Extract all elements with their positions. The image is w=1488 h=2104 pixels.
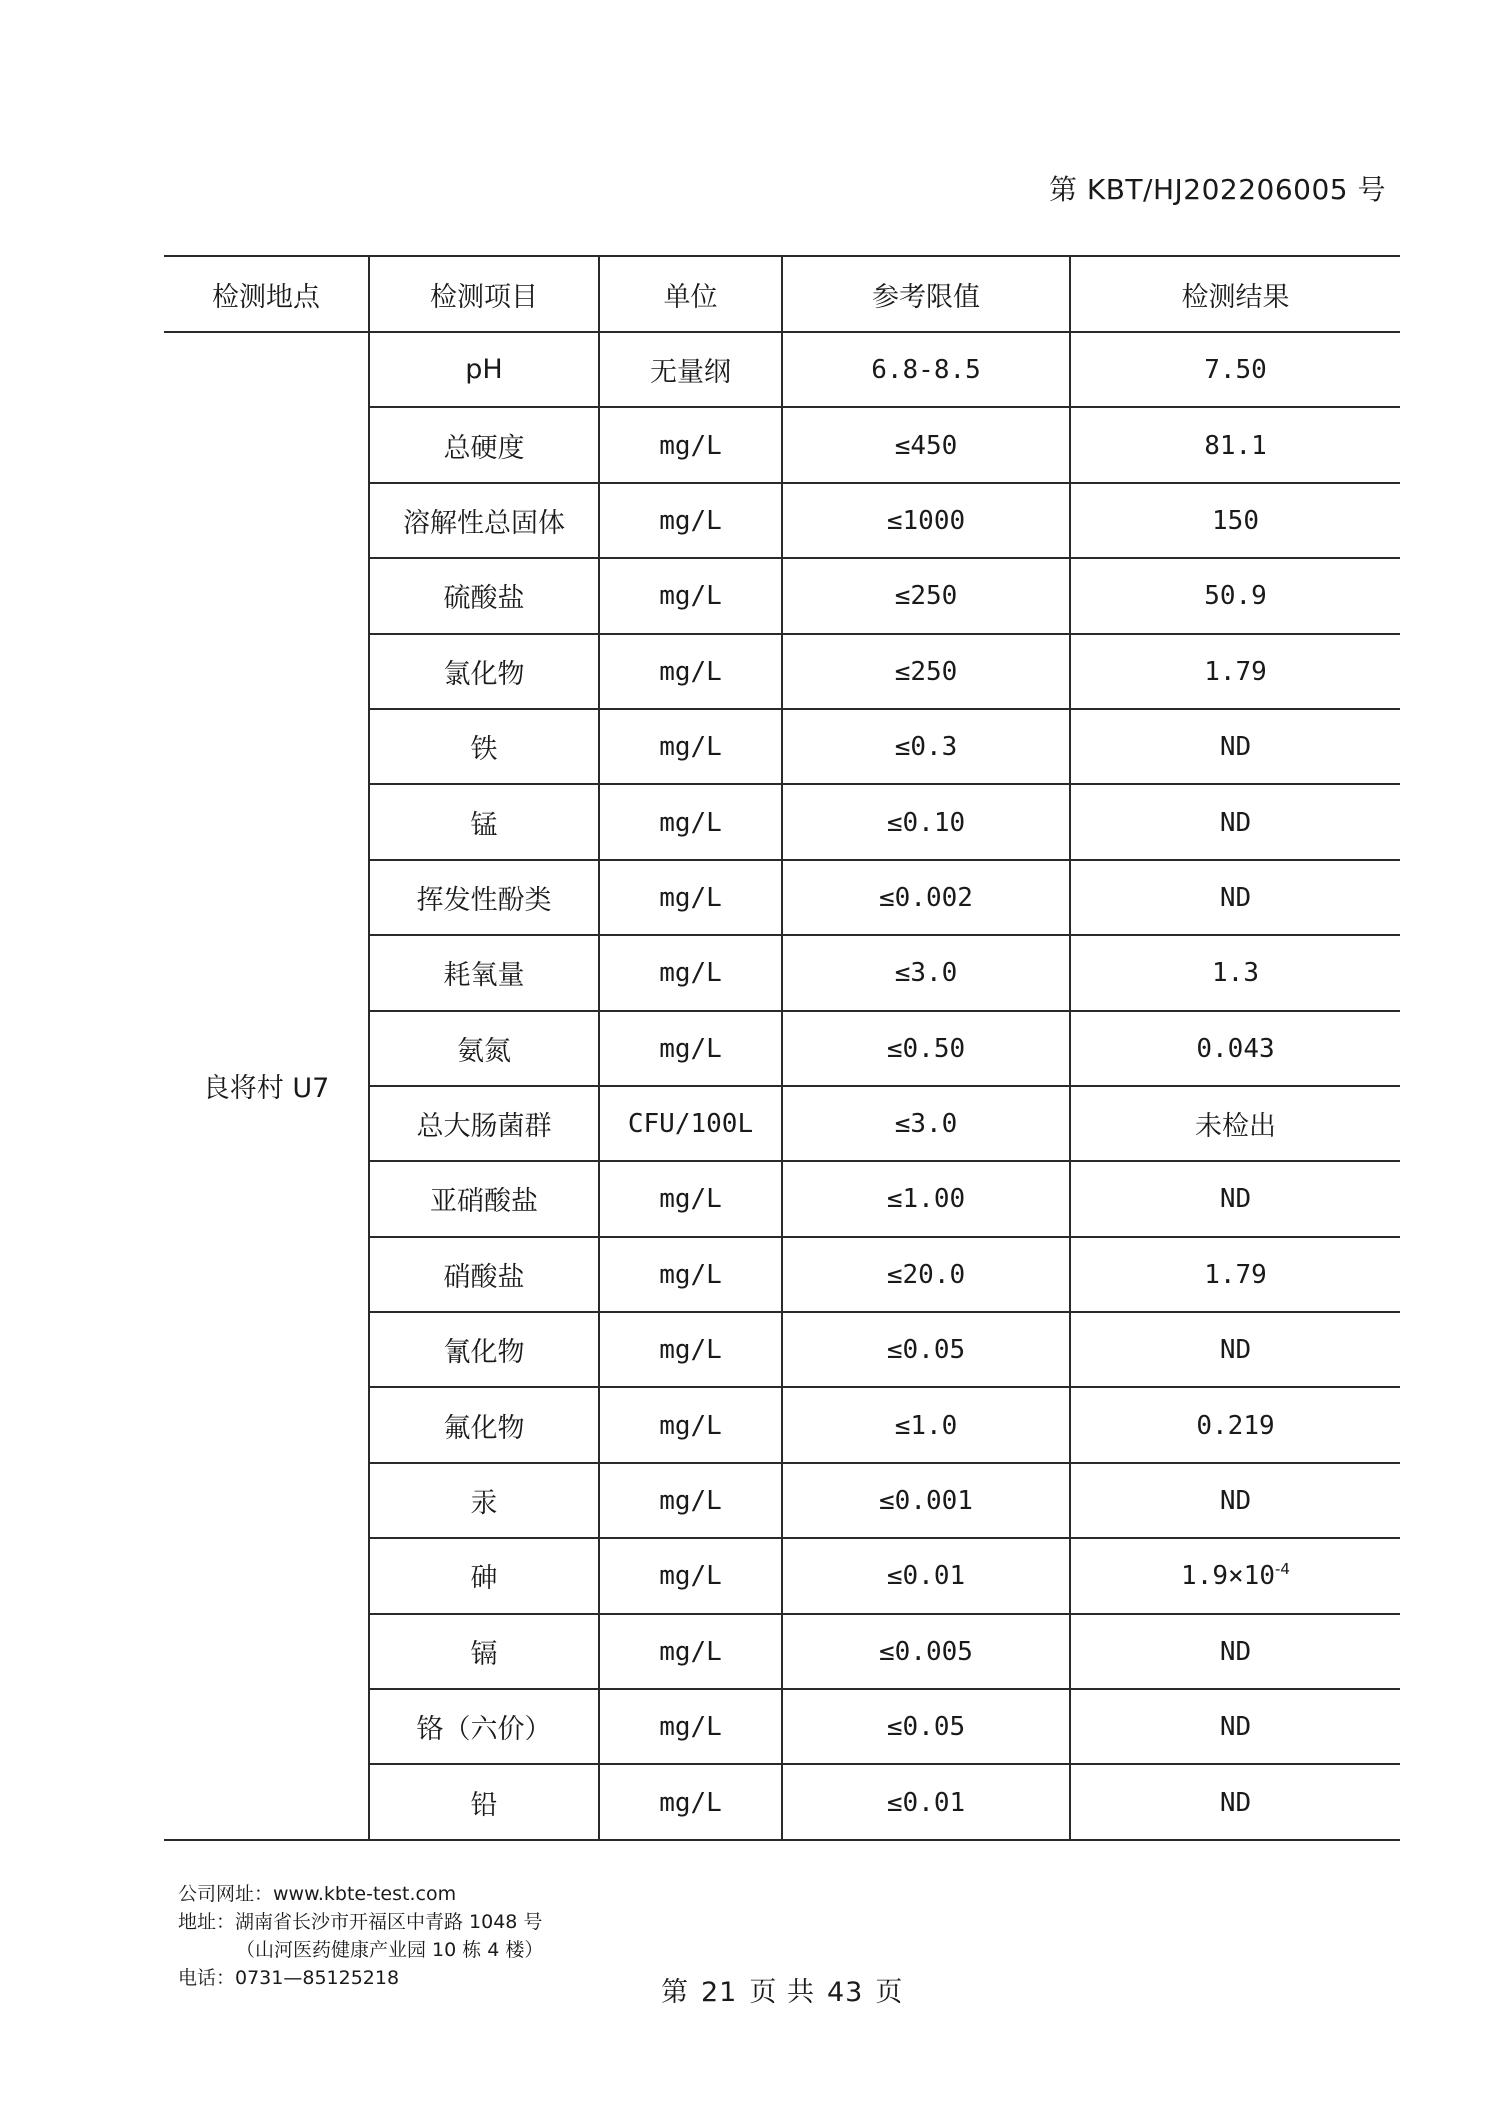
result-cell-text: ND (1219, 807, 1252, 838)
result-cell (1070, 1689, 1400, 1764)
limit-cell-text: ≤0.005 (879, 1636, 973, 1667)
unit-cell-text: mg/L (659, 1259, 722, 1290)
unit-cell-text: mg/L (659, 581, 722, 612)
page-number (655, 1970, 909, 2009)
result-cell-text: 1.9×10 (1181, 1561, 1275, 1592)
footer-website: 公司网址：www.kbte-test.com (178, 1883, 457, 1905)
unit-cell-text: CFU/100L (627, 1109, 754, 1140)
result-exponent: -4 (1274, 1560, 1290, 1579)
item-cell-text: 耗氧量 (443, 960, 525, 992)
header-limit: 参考限值 (782, 256, 1070, 332)
page-total: 43 (826, 1977, 864, 2008)
limit-cell (782, 709, 1070, 784)
header-item: 检测项目 (369, 256, 599, 332)
item-cell (369, 1764, 599, 1839)
item-cell-text: 氰化物 (443, 1337, 525, 1369)
header-site: 检测地点 (164, 256, 369, 332)
unit-cell (599, 1764, 782, 1839)
unit-cell-text: mg/L (659, 1486, 722, 1517)
unit-cell-text: mg/L (659, 505, 722, 536)
result-cell-text: ND (1219, 732, 1252, 763)
item-cell (369, 709, 599, 784)
item-cell (369, 935, 599, 1010)
item-cell-text: 铁 (470, 734, 498, 766)
unit-cell (599, 332, 782, 407)
result-cell (1070, 483, 1400, 558)
limit-cell-text: ≤450 (894, 430, 958, 461)
unit-cell (599, 483, 782, 558)
limit-cell (782, 1689, 1070, 1764)
unit-cell (599, 935, 782, 1010)
page-label-suffix: 页 (875, 1977, 904, 2008)
result-cell-text: 7.50 (1204, 355, 1267, 386)
item-cell (369, 483, 599, 558)
unit-cell-text: mg/L (659, 958, 722, 989)
limit-cell-text: ≤0.01 (886, 1561, 966, 1592)
unit-cell-text: mg/L (659, 430, 722, 461)
result-cell (1070, 860, 1400, 935)
table-header-row (164, 256, 1400, 332)
limit-cell-text: ≤0.05 (886, 1712, 966, 1743)
limit-cell (782, 1614, 1070, 1689)
item-cell-text: 氨氮 (457, 1035, 511, 1067)
result-cell-text: 150 (1212, 505, 1259, 536)
result-cell-text: ND (1219, 1787, 1252, 1818)
result-cell (1070, 558, 1400, 633)
page-label-prefix: 第 (661, 1977, 689, 2008)
limit-cell-text: ≤0.002 (879, 882, 973, 913)
result-cell-text: ND (1219, 1712, 1252, 1743)
limit-cell-text: ≤20.0 (886, 1259, 966, 1290)
item-cell (369, 634, 599, 709)
item-cell (369, 1161, 599, 1236)
result-cell-text: 50.9 (1204, 581, 1267, 612)
unit-cell (599, 1538, 782, 1613)
item-cell-text: 锰 (470, 809, 498, 841)
item-cell-text: 氟化物 (443, 1412, 525, 1444)
limit-cell-text: ≤0.50 (886, 1033, 966, 1064)
limit-cell-text: ≤0.05 (886, 1335, 966, 1366)
result-cell (1070, 784, 1400, 859)
item-cell-text: 汞 (470, 1488, 498, 1520)
limit-cell-text: ≤0.01 (886, 1787, 966, 1818)
unit-cell-text: mg/L (659, 1561, 722, 1592)
result-cell-text: ND (1219, 1486, 1252, 1517)
limit-cell (782, 784, 1070, 859)
result-cell-text: ND (1219, 882, 1252, 913)
item-cell (369, 407, 599, 482)
unit-cell (599, 1011, 782, 1086)
result-cell-text: ND (1219, 1335, 1252, 1366)
limit-cell-text: ≤0.001 (879, 1486, 973, 1517)
result-cell (1070, 1764, 1400, 1839)
result-cell-text: 1.79 (1204, 656, 1267, 687)
limit-cell-text: ≤250 (894, 581, 958, 612)
result-cell-text: 1.79 (1204, 1259, 1267, 1290)
unit-cell (599, 1161, 782, 1236)
result-cell (1070, 1463, 1400, 1538)
result-cell-text: 0.219 (1196, 1410, 1275, 1441)
limit-cell (782, 407, 1070, 482)
unit-cell (599, 1312, 782, 1387)
result-cell (1070, 407, 1400, 482)
limit-cell (782, 1312, 1070, 1387)
item-cell (369, 1237, 599, 1312)
item-cell (369, 1387, 599, 1462)
result-cell (1070, 935, 1400, 1010)
unit-cell-text: 无量纲 (650, 357, 731, 389)
item-cell-text: pH (465, 354, 503, 386)
unit-cell (599, 1689, 782, 1764)
limit-cell (782, 1011, 1070, 1086)
result-cell (1070, 1237, 1400, 1312)
limit-cell-text: ≤0.3 (894, 732, 958, 763)
unit-cell (599, 1086, 782, 1161)
unit-cell (599, 1614, 782, 1689)
limit-cell (782, 1161, 1070, 1236)
unit-cell-text: mg/L (659, 1712, 722, 1743)
item-cell (369, 1011, 599, 1086)
result-cell-text: ND (1219, 1184, 1252, 1215)
item-cell (369, 1086, 599, 1161)
unit-cell-text: mg/L (659, 1335, 722, 1366)
limit-cell-text: ≤1.00 (886, 1184, 966, 1215)
limit-cell (782, 935, 1070, 1010)
unit-cell (599, 1387, 782, 1462)
report-number: 第 KBT/HJ202206005 号 (1048, 173, 1386, 206)
item-cell (369, 558, 599, 633)
result-cell (1070, 332, 1400, 407)
results-table (164, 255, 1400, 1841)
item-cell (369, 784, 599, 859)
page-label-mid: 页 共 (749, 1977, 815, 2008)
item-cell-text: 总硬度 (443, 432, 525, 464)
item-cell (369, 1614, 599, 1689)
limit-cell-text: ≤1.0 (894, 1410, 958, 1441)
item-cell-text: 砷 (470, 1563, 498, 1595)
item-cell (369, 1463, 599, 1538)
result-cell (1070, 1312, 1400, 1387)
unit-cell (599, 634, 782, 709)
item-cell (369, 1689, 599, 1764)
unit-cell (599, 407, 782, 482)
limit-cell-text: ≤0.10 (886, 807, 966, 838)
limit-cell (782, 483, 1070, 558)
unit-cell-text: mg/L (659, 1033, 722, 1064)
limit-cell (782, 1086, 1070, 1161)
result-cell (1070, 1086, 1400, 1161)
limit-cell (782, 860, 1070, 935)
limit-cell (782, 1463, 1070, 1538)
result-cell-text: ND (1219, 1636, 1252, 1667)
result-cell-text: 81.1 (1204, 430, 1267, 461)
unit-cell (599, 709, 782, 784)
unit-cell (599, 1237, 782, 1312)
limit-cell-text: ≤250 (894, 656, 958, 687)
unit-cell (599, 558, 782, 633)
limit-cell (782, 558, 1070, 633)
unit-cell-text: mg/L (659, 1636, 722, 1667)
table-body (164, 332, 1400, 1840)
result-cell-text: 未检出 (1195, 1111, 1276, 1143)
item-cell-text: 总大肠菌群 (416, 1111, 552, 1143)
header-result: 检测结果 (1070, 256, 1400, 332)
limit-cell (782, 332, 1070, 407)
footer-phone: 电话：0731—85125218 (178, 1967, 400, 1989)
result-cell (1070, 1011, 1400, 1086)
unit-cell-text: mg/L (659, 882, 722, 913)
result-cell (1070, 1161, 1400, 1236)
site-cell: 良将村 U7 (164, 332, 369, 1840)
unit-cell (599, 860, 782, 935)
item-cell (369, 860, 599, 935)
item-cell-text: 挥发性酚类 (416, 884, 552, 916)
result-cell-text: 1.3 (1212, 958, 1259, 989)
table-row (164, 332, 1400, 407)
result-cell-text: 0.043 (1196, 1033, 1275, 1064)
footer (178, 1880, 543, 1992)
footer-address: 地址：湖南省长沙市开福区中青路 1048 号 (178, 1911, 543, 1933)
item-cell-text: 硫酸盐 (443, 583, 525, 615)
result-cell (1070, 1614, 1400, 1689)
result-cell (1070, 634, 1400, 709)
page-current: 21 (701, 1977, 738, 2008)
limit-cell (782, 1387, 1070, 1462)
limit-cell (782, 1237, 1070, 1312)
item-cell-text: 硝酸盐 (443, 1261, 525, 1293)
result-cell (1070, 1538, 1400, 1613)
item-cell-text: 氯化物 (443, 658, 525, 690)
unit-cell (599, 784, 782, 859)
item-cell (369, 332, 599, 407)
item-cell (369, 1312, 599, 1387)
item-cell-text: 溶解性总固体 (403, 507, 565, 539)
item-cell-text: 亚硝酸盐 (430, 1186, 538, 1218)
limit-cell (782, 634, 1070, 709)
limit-cell (782, 1538, 1070, 1613)
item-cell (369, 1538, 599, 1613)
limit-cell-text: ≤3.0 (894, 958, 958, 989)
item-cell-text: 铅 (470, 1789, 498, 1821)
unit-cell-text: mg/L (659, 1184, 722, 1215)
unit-cell-text: mg/L (659, 656, 722, 687)
limit-cell-text: ≤3.0 (894, 1109, 958, 1140)
unit-cell-text: mg/L (659, 732, 722, 763)
unit-cell-text: mg/L (659, 807, 722, 838)
item-cell-text: 镉 (470, 1638, 498, 1670)
limit-cell-text: ≤1000 (886, 505, 966, 536)
item-cell-text: 铬（六价） (416, 1714, 552, 1746)
unit-cell (599, 1463, 782, 1538)
unit-cell-text: mg/L (659, 1787, 722, 1818)
result-cell (1070, 1387, 1400, 1462)
unit-cell-text: mg/L (659, 1410, 722, 1441)
limit-cell (782, 1764, 1070, 1839)
limit-cell-text: 6.8-8.5 (871, 355, 981, 386)
result-cell (1070, 709, 1400, 784)
header-unit: 单位 (599, 256, 782, 332)
footer-address-detail: （山河医药健康产业园 10 栋 4 楼） (236, 1939, 544, 1961)
